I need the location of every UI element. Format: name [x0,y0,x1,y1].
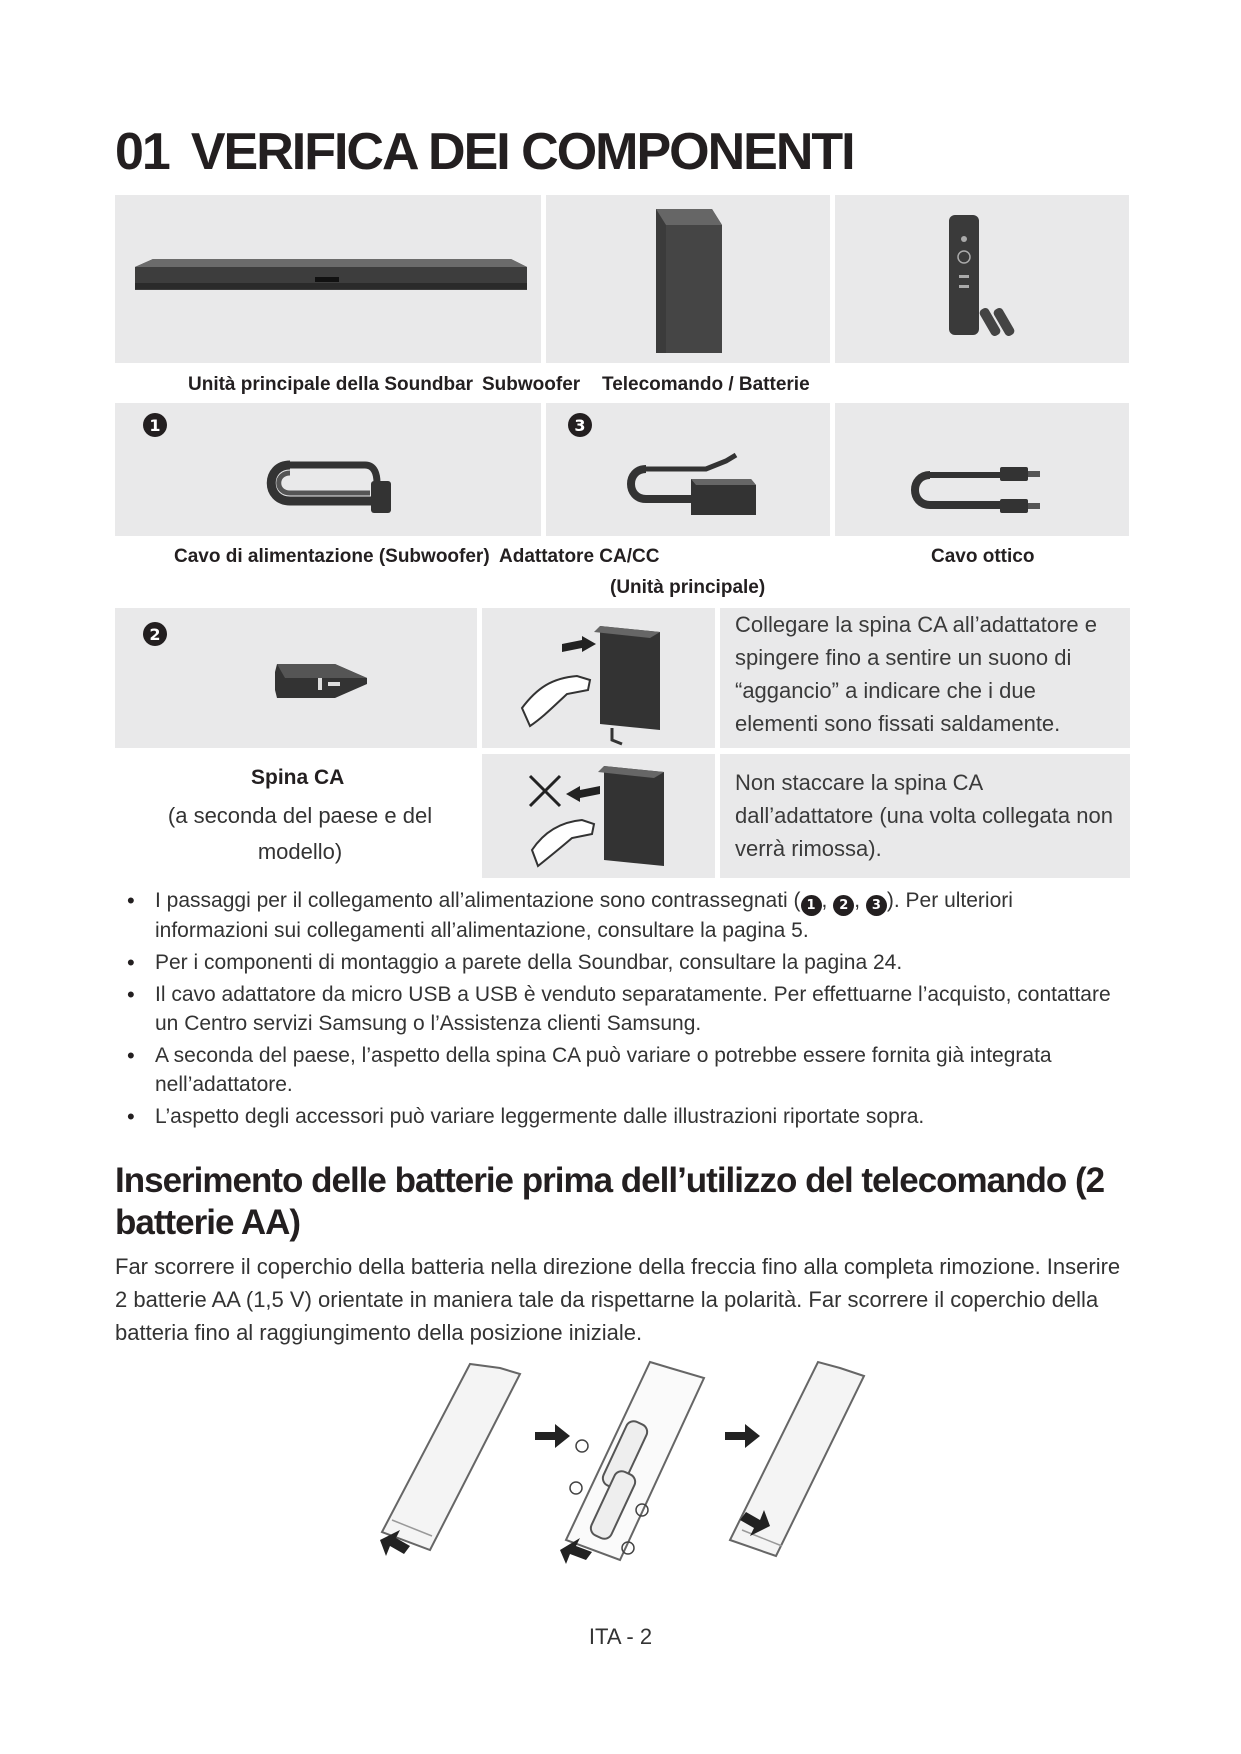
page-number: ITA - 2 [588,1624,653,1649]
adapter-cell [546,403,830,536]
note-text: ). Per ulteriori informazioni sui collegamenti all’alimentazione, consultare la pagina 5. [155,889,1013,942]
plug-sublabel: (a seconda del paese e del modello) [167,803,433,864]
battery-insertion-diagram [370,1360,880,1570]
remote-cover-removal [380,1364,520,1556]
plug-illustration [115,608,477,748]
connect-illustration-cell [482,608,715,748]
remote-illustration [835,195,1129,363]
subwoofer-label: Subwoofer [482,374,581,395]
no-detach-instruction-text: Non staccare la spina CA dall’adattatore (una volta collegata non verrà rimossa). [735,770,1113,861]
section-title [115,122,854,182]
note-item: • I passaggi per il collegamento all’alimentazione sono contrassegnati ( 1 , 2 , 3 ). Per ulteriori informazioni sui collegamenti all’alimentazione, consultare la pagina 5. [127,886,1127,945]
inline-badge-3: 3 [866,895,887,916]
soundbar-label: Unità principale della Soundbar [188,374,474,395]
remote-illustration-cell [835,195,1129,363]
section-title-text: VERIFICA DEI COMPONENTI [190,123,854,181]
subwoofer-illustration [546,195,830,363]
battery-body: Far scorrere il coperchio della batteria nella direzione della freccia fino alla completa rimozione. Inserire 2 batterie AA (1,5 V) orientate in maniera tale da rispettarne la polarità. Far scorrere il coperchio della batteria fino al raggiungimento della posizione iniziale. [115,1254,1121,1345]
plug-cell [115,608,477,748]
inline-badge-1: 1 [801,895,822,916]
optical-cable-cell [835,403,1129,536]
inline-badge-2: 2 [833,895,854,916]
connect-illustration [482,608,715,748]
note-item: • A seconda del paese, l’aspetto della spina CA può variare o potrebbe essere fornita già integrata nell’adattatore. [127,1041,1127,1099]
no-detach-illustration-cell [482,754,715,878]
adapter-sublabel: (Unità principale) [610,577,766,598]
optical-cable-illustration [835,403,1129,536]
note-text: I passaggi per il collegamento all’alimentazione sono contrassegnati ( [155,889,801,912]
connect-instruction-cell [720,608,1130,748]
notes-list [127,886,1127,1134]
soundbar-illustration [115,195,541,363]
step-badge-2: 2 [143,622,167,646]
step-badge-3: 3 [568,413,592,437]
remote-cover-closed [730,1362,864,1556]
note-item: • Il cavo adattatore da micro USB a USB è venduto separatamente. Per effettuarne l’acquisto, contattare un Centro servizi Samsung o l’Assistenza clienti Samsung. [127,980,1127,1038]
battery-heading: Inserimento delle batterie prima dell’utilizzo del telecomando (2 batterie AA) [115,1161,1105,1242]
power-cable-label: Cavo di alimentazione (Subwoofer) [174,546,490,567]
section-number: 01 [115,123,169,181]
optical-cable-label: Cavo ottico [931,546,1035,567]
note-item: • Per i componenti di montaggio a parete della Soundbar, consultare la pagina 24. [127,948,1127,977]
no-detach-instruction-cell [720,754,1130,878]
step-badge-1: 1 [143,413,167,437]
plug-label: Spina CA [251,766,345,789]
soundbar-illustration-cell [115,195,541,363]
adapter-illustration [546,403,830,536]
subwoofer-illustration-cell [546,195,830,363]
power-cable-cell [115,403,541,536]
remote-label: Telecomando / Batterie [602,374,810,395]
adapter-label: Adattatore CA/CC [499,546,660,567]
no-detach-illustration [482,754,715,878]
power-cable-illustration [115,403,541,536]
remote-open-batteries [560,1362,704,1564]
note-item: • L’aspetto degli accessori può variare leggermente dalle illustrazioni riportate sopra. [127,1102,1127,1131]
connect-instruction-text: Collegare la spina CA all’adattatore e spingere fino a sentire un suono di “aggancio” a indicare che i due elementi sono fissati saldamente. [735,612,1098,736]
